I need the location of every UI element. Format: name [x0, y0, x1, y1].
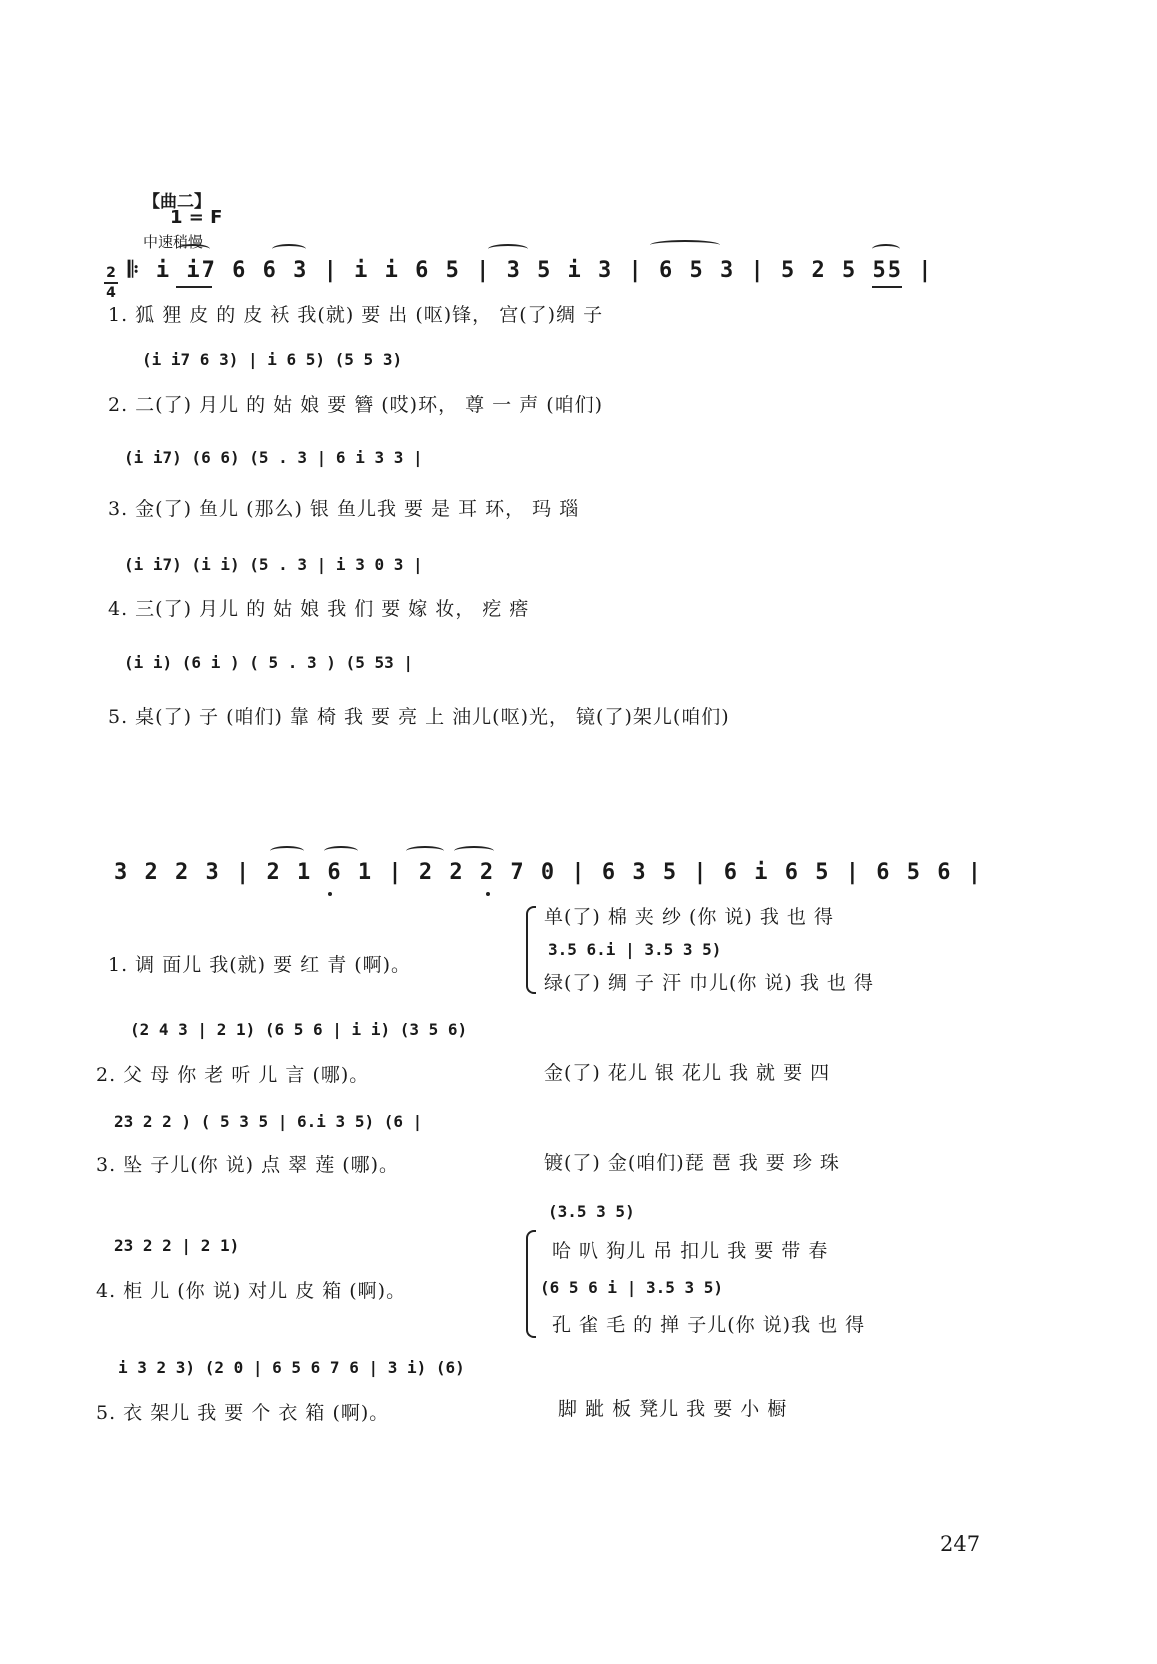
s2-verse-3-accompaniment: 23 2 2 ) ( 5 3 5 | 6.i 3 5) (6 |: [114, 1112, 423, 1131]
octave-dot: [486, 892, 490, 896]
tempo-marking: 中速稍慢: [143, 233, 204, 251]
s2-verse-2-lyric: 2. 父 母 你 老 听 儿 言 (哪)。: [96, 1064, 370, 1086]
verse-brace: [526, 906, 536, 994]
s1-verse-2-lyric: 2. 二(了) 月儿 的 姑 娘 要 簪 (哎)环， 尊 一 声 (咱们): [108, 394, 604, 416]
s1-verse-4-lyric: 4. 三(了) 月儿 的 姑 娘 我 们 要 嫁 妆， 疙 瘩: [108, 598, 530, 620]
page-number: 247: [940, 1532, 981, 1556]
s2-verse-4-right-accompaniment-top: (3.5 3 5): [548, 1202, 635, 1221]
system2-notes: 3 2 2 3 | 2 1 6 1 | 2 2 2 7 0 | 6 3 5 | 6 i 6 5 | 6 5 6 |: [114, 860, 983, 885]
s2-verse-1-lyric: 1. 调 面儿 我(就) 要 红 青 (啊)。: [108, 954, 412, 976]
time-signature: [104, 266, 118, 300]
s1-verse-1-lyric: 1. 狐 狸 皮 的 皮 袄 我(就) 要 出 (呕)锋， 宫(了)绸 子: [108, 304, 604, 326]
s2-verse-5-accompaniment: i 3 2 3) (2 0 | 6 5 6 7 6 | 3 i) (6): [118, 1358, 465, 1377]
slur: [454, 846, 494, 856]
slur: [324, 846, 358, 856]
s2-verse-4-right-accompaniment: (6 5 6 i | 3.5 3 5): [540, 1278, 724, 1297]
s1-verse-5-lyric: 5. 桌(了) 子 (咱们) 靠 椅 我 要 亮 上 油儿(呕)光， 镜(了)架儿(咱们): [108, 706, 730, 728]
s2-verse-3-lyric: 3. 坠 子儿(你 说) 点 翠 莲 (哪)。: [96, 1154, 400, 1176]
slur: [176, 244, 210, 254]
s2-verse-2-right: 金(了) 花儿 银 花儿 我 就 要 四: [544, 1062, 831, 1084]
octave-dot: [328, 892, 332, 896]
s2-verse-5-right: 脚 跐 板 凳儿 我 要 小 橱: [558, 1398, 788, 1420]
s2-verse-2-accompaniment: (2 4 3 | 2 1) (6 5 6 | i i) (3 5 6): [130, 1020, 468, 1039]
slur: [272, 244, 306, 254]
time-signature-top: 2: [106, 265, 116, 281]
s1-verse-3-accompaniment: (i i7) (6 6) (5 . 3 | 6 i 3 3 |: [124, 448, 423, 467]
system1-notes: 𝄆 i i7 6 6 3 | i i 6 5 | 3 5 i 3 | 6 5 3 | 5 2 5 55 |: [128, 258, 934, 283]
underline: [176, 286, 212, 288]
section-label: 【曲二】: [143, 192, 211, 212]
s1-verse-5-accompaniment: (i i) (6 i ) ( 5 . 3 ) (5 53 |: [124, 653, 413, 672]
verse-brace: [526, 1230, 536, 1338]
key-signature: 1 = F: [170, 207, 223, 228]
s2-verse-4-lyric: 4. 柜 儿 (你 说) 对儿 皮 箱 (啊)。: [96, 1280, 407, 1302]
s2-verse-1-right-bottom: 绿(了) 绸 子 汗 巾儿(你 说) 我 也 得: [544, 972, 874, 994]
s1-verse-3-lyric: 3. 金(了) 鱼儿 (那么) 银 鱼儿我 要 是 耳 环， 玛 瑙: [108, 498, 580, 520]
s2-verse-1-right-accompaniment: 3.5 6.i | 3.5 3 5): [548, 940, 722, 959]
s2-verse-5-lyric: 5. 衣 架儿 我 要 个 衣 箱 (啊)。: [96, 1402, 390, 1424]
s1-verse-4-accompaniment: (i i7) (i i) (5 . 3 | i 3 0 3 |: [124, 555, 423, 574]
time-signature-bottom: 4: [106, 285, 116, 301]
underline: [872, 286, 902, 288]
slur: [872, 244, 900, 254]
slur: [270, 846, 304, 856]
slur: [650, 240, 720, 250]
s1-verse-2-accompaniment: (i i7 6 3) | i 6 5) (5 5 3): [142, 350, 403, 369]
s2-verse-1-right-top: 单(了) 棉 夹 纱 (你 说) 我 也 得: [544, 906, 834, 928]
time-signature-divider: [104, 282, 118, 284]
slur: [488, 244, 528, 254]
s2-verse-4-accompaniment: 23 2 2 | 2 1): [114, 1236, 240, 1255]
s2-verse-4-right-top: 哈 叭 狗儿 吊 扣儿 我 要 带 春: [552, 1240, 829, 1262]
s2-verse-3-right: 镀(了) 金(咱们)琵 琶 我 要 珍 珠: [544, 1152, 840, 1174]
s2-verse-4-right-bottom: 孔 雀 毛 的 掸 子儿(你 说)我 也 得: [552, 1314, 866, 1336]
slur: [406, 846, 444, 856]
